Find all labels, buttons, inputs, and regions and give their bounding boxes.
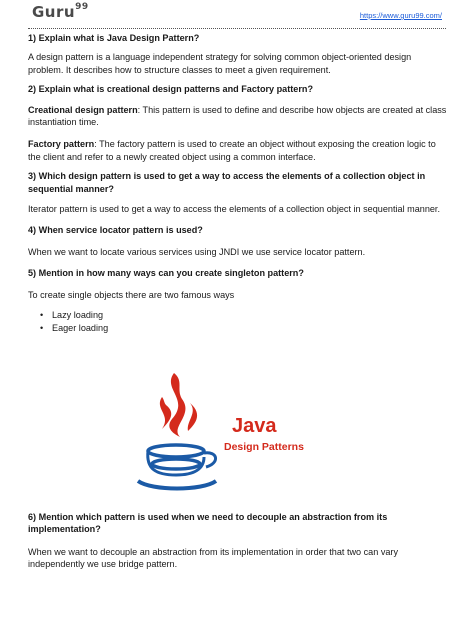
question-3: 3) Which design pattern is used to get a way to access the elements of a collection object in sequential manner? xyxy=(28,171,426,194)
term-factory: Factory pattern xyxy=(28,139,95,150)
site-link[interactable]: https://www.guru99.com/ xyxy=(359,11,442,20)
question-4: 4) When service locator pattern is used? xyxy=(28,225,203,236)
term-creational: Creational design pattern xyxy=(28,104,138,115)
page-header xyxy=(0,0,474,26)
answer-1: A design pattern is a language independent strategy for solving common object-oriented design problem. It describes how to structure classes to meet a given requirement. xyxy=(28,52,412,75)
list-item: • Lazy loading xyxy=(42,309,448,321)
answer-2-factory: Factory pattern: The factory pattern is used to create an object without exposing the creation logic to the client and refer to a newly created object using a common interface. xyxy=(28,139,436,162)
header-divider xyxy=(28,28,446,29)
document-body-continued xyxy=(28,511,448,571)
question-6: 6) Mention which pattern is used when we need to decouple an abstraction from its implementation? xyxy=(28,512,388,535)
guru99-logo: Guru$^{99}$ xyxy=(32,2,89,21)
java-design-patterns-logo xyxy=(132,369,342,499)
document-body xyxy=(28,32,448,334)
list-item: • Eager loading xyxy=(42,322,448,334)
question-1: 1) Explain what is Java Design Pattern? xyxy=(28,33,200,43)
answer-3: Iterator pattern is used to get a way to access the elements of a collection object in sequential manner. xyxy=(28,204,440,215)
answer-5: To create single objects there are two famous ways xyxy=(28,289,235,300)
answer-6: When we want to decouple an abstraction from its implementation in order that two can vary independently we use bridge pattern. xyxy=(28,546,398,570)
question-5: 5) Mention in how many ways can you create singleton pattern? xyxy=(28,268,304,279)
answer-4: When we want to locate various services using JNDI we use service locator pattern. xyxy=(28,246,366,257)
question-2: 2) Explain what is creational design patterns and Factory pattern? xyxy=(28,84,314,95)
java-cup-icon xyxy=(132,369,232,499)
figure-title: Java xyxy=(232,415,277,437)
singleton-ways-list xyxy=(28,309,448,334)
answer-2-creational: Creational design pattern: This pattern is used to define and describe how objects are created at class instantiation time. xyxy=(28,104,447,128)
figure-subtitle: Design Patterns xyxy=(224,441,304,453)
